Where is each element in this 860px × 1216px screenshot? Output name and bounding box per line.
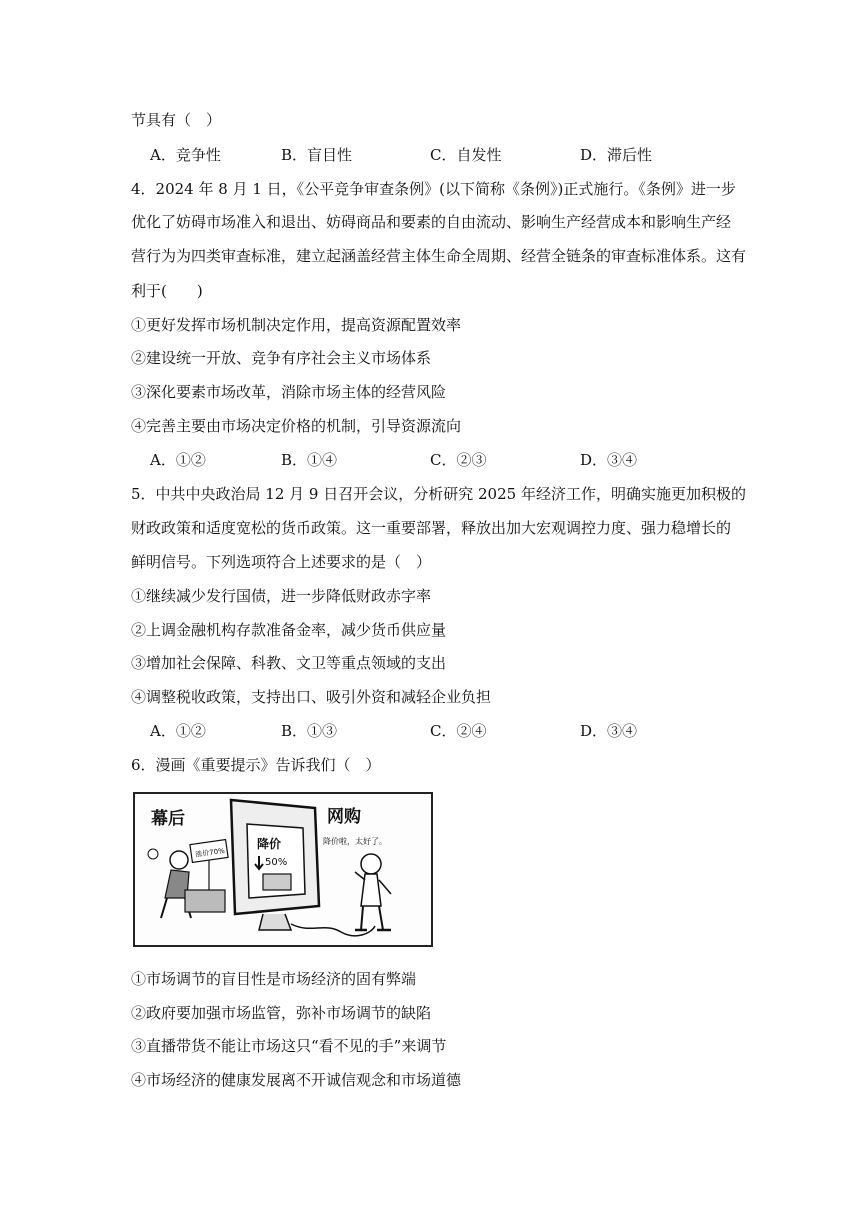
cartoon-drawing	[135, 794, 431, 945]
option-b: B．盲目性	[281, 146, 353, 164]
question-4-statement-4: ④完善主要由市场决定价格的机制，引导资源流向	[131, 417, 462, 435]
cartoon-right-caption: 网购	[327, 807, 361, 827]
question-4-stem-line-1: 4．2024 年 8 月 1 日，《公平竞争审查条例》(以下简称《条例》)正式施行。《条例》进一步	[131, 180, 736, 198]
question-5-stem-line-1: 5．中共中央政治局 12 月 9 日召开会议，分析研究 2025 年经济工作，明确实施更加积极的	[131, 485, 746, 503]
question-5-statement-2: ②上调金融机构存款准备金率，减少货币供应量	[131, 621, 447, 639]
option-b: B．①④	[281, 451, 338, 469]
question-3-options	[150, 145, 750, 165]
question-5-statement-4: ④调整税收政策，支持出口、吸引外资和减轻企业负担	[131, 688, 492, 706]
option-c: C．自发性	[430, 146, 502, 164]
cartoon-screen-value: 50%	[265, 857, 288, 868]
question-4-options	[150, 450, 750, 470]
question-4-statement-2: ②建设统一开放、竞争有序社会主义市场体系	[131, 349, 432, 367]
question-5-statement-3: ③增加社会保障、科教、文卫等重点领域的支出	[131, 654, 447, 672]
option-c: C．②④	[430, 722, 487, 740]
cartoon-image	[133, 792, 433, 947]
question-4-stem-line-3: 营行为为四类审查标准，建立起涵盖经营主体生命全周期、经营全链条的审查标准体系。这有	[131, 247, 747, 265]
option-a: A．①②	[150, 722, 206, 740]
option-d: D．③④	[580, 451, 638, 469]
question-5-stem-line-2: 财政政策和适度宽松的货币政策。这一重要部署，释放出加大宏观调控力度、强力稳增长的	[131, 519, 732, 537]
option-a: A．①②	[150, 451, 206, 469]
question-4-statement-1: ①更好发挥市场机制决定作用，提高资源配置效率	[131, 316, 462, 334]
question-6-statement-4: ④市场经济的健康发展离不开诚信观念和市场道德	[131, 1071, 462, 1089]
question-4-stem-line-2: 优化了妨碍市场准入和退出、妨碍商品和要素的自由流动、影响生产经营成本和影响生产经	[131, 213, 732, 231]
question-4-stem-line-4: 利于( )	[131, 282, 203, 300]
question-6-statement-3: ③直播带货不能让市场这只“看不见的手”来调节	[131, 1037, 447, 1055]
question-6-statement-1: ①市场调节的盲目性是市场经济的固有弊端	[131, 970, 417, 988]
cartoon-box-label: 涨价70%	[194, 846, 226, 859]
cartoon-speech-text: 降价啦，太好了。	[323, 837, 387, 846]
cartoon-left-caption: 幕后	[151, 809, 185, 829]
cartoon-screen-label: 降价	[257, 837, 282, 851]
question-4-statement-3: ③深化要素市场改革，消除市场主体的经营风险	[131, 383, 447, 401]
option-b: B．①③	[281, 722, 338, 740]
question-3-stem-tail: 节具有（ ）	[131, 111, 222, 129]
question-5-statement-1: ①继续减少发行国债，进一步降低财政赤字率	[131, 587, 432, 605]
question-6-stem: 6．漫画《重要提示》告诉我们（ ）	[131, 756, 381, 774]
option-a: A．竞争性	[150, 146, 221, 164]
question-6-statement-2: ②政府要加强市场监管，弥补市场调节的缺陷	[131, 1004, 432, 1022]
question-5-options	[150, 721, 750, 741]
option-d: D．③④	[580, 722, 638, 740]
option-c: C．②③	[430, 451, 487, 469]
question-5-stem-line-3: 鲜明信号。下列选项符合上述要求的是（ ）	[131, 553, 432, 571]
option-d: D．滞后性	[580, 146, 653, 164]
